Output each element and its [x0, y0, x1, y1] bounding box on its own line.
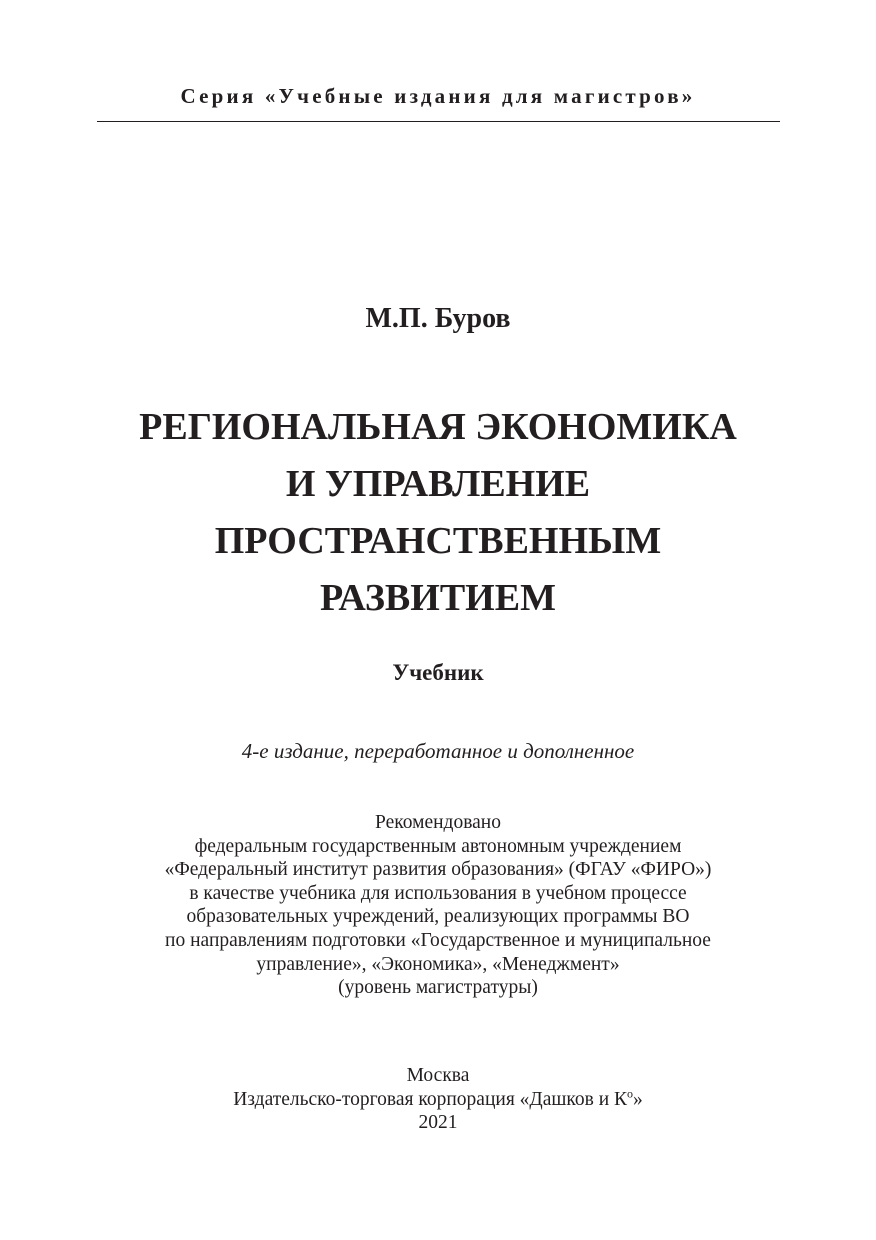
recommendation-block — [0, 811, 876, 1000]
imprint-year: 2021 — [418, 1112, 458, 1134]
series-title: Серия «Учебные издания для магистров» — [180, 84, 696, 108]
imprint-city: Москва — [406, 1065, 470, 1086]
recommendation-line: «Федеральный институт развития образования» (ФГАУ «ФИРО») — [164, 859, 712, 881]
edition-note: 4-е издание, переработанное и дополненное — [241, 739, 635, 763]
imprint-publisher — [0, 1088, 876, 1112]
publisher-superscript: о — [627, 1086, 634, 1101]
book-title-line: РЕГИОНАЛЬНАЯ ЭКОНОМИКА — [139, 406, 737, 448]
recommendation-line: (уровень магистратуры) — [338, 977, 538, 999]
author-name: М.П. Буров — [365, 303, 511, 334]
recommendation-line: в качестве учебника для использования в учебном процессе — [189, 882, 687, 904]
book-type: Учебник — [392, 660, 484, 685]
publisher-closing-quote: » — [633, 1088, 643, 1110]
recommendation-line: Рекомендовано — [375, 812, 501, 833]
recommendation-line: по направлениям подготовки «Государственное и муниципальное — [165, 929, 711, 951]
publisher-name: Издательско-торговая корпорация «Дашков и К — [233, 1088, 628, 1110]
book-title-line: РАЗВИТИЕМ — [320, 577, 556, 619]
imprint-block — [0, 1064, 876, 1135]
recommendation-line: образовательных учреждений, реализующих программы ВО — [186, 906, 690, 928]
header-divider — [97, 121, 780, 122]
recommendation-line: федеральным государственным автономным учреждением — [194, 835, 682, 857]
recommendation-line: управление», «Экономика», «Менеджмент» — [256, 953, 620, 975]
book-title — [0, 399, 876, 627]
book-title-line: ПРОСТРАНСТВЕННЫМ — [214, 520, 662, 562]
book-title-line: И УПРАВЛЕНИЕ — [285, 463, 591, 505]
